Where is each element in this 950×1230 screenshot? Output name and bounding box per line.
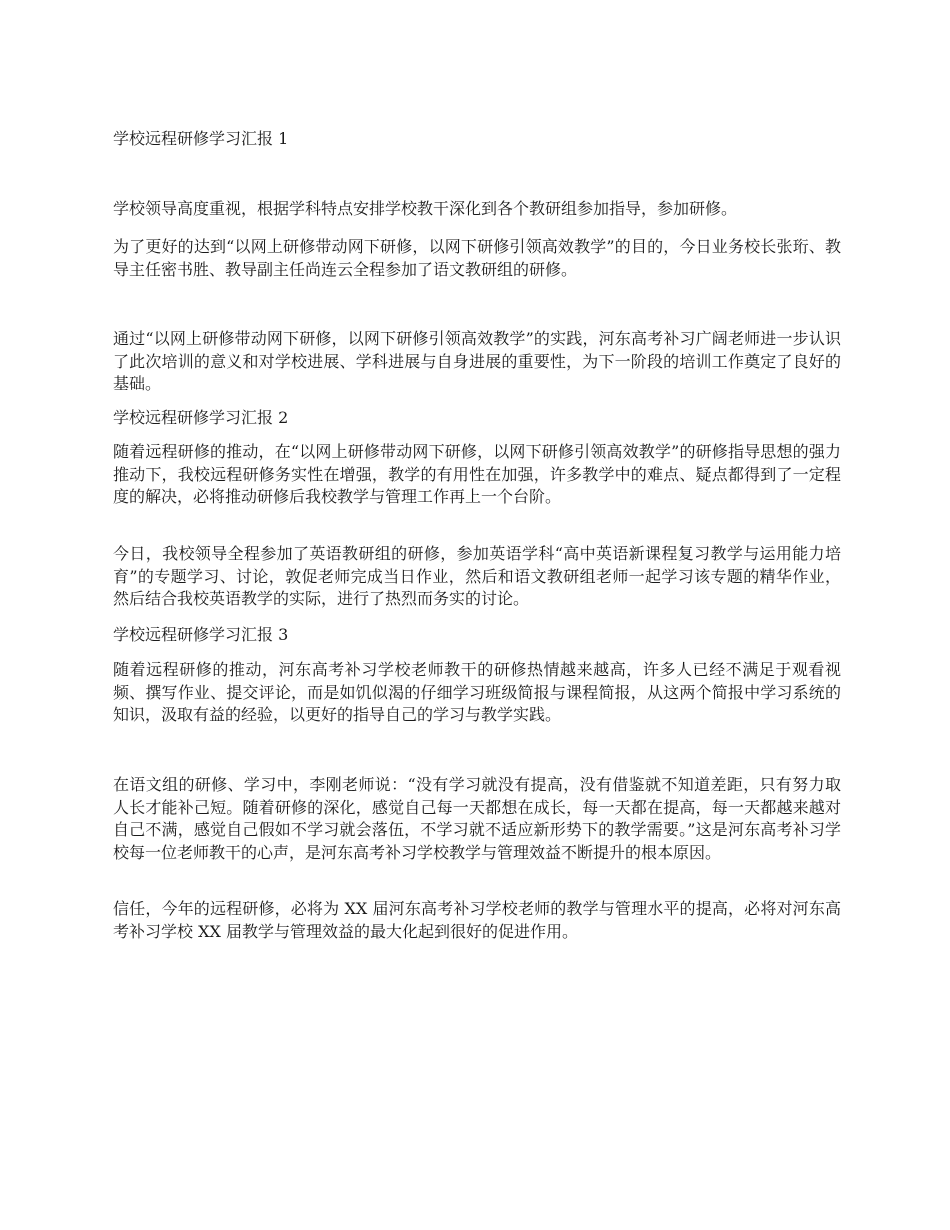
section-2-paragraph-1: 随着远程研修的推动，在“以网上研修带动网下研修，以网下研修引领高效教学”的研修指导思想的强力推动下，我校远程研修务实性在增强，教学的有用性在加强，许多教学中的难点、疑点都得到了一定程度的解决，必将推动研修后我校教学与管理工作再上一个台阶。 bbox=[113, 442, 841, 506]
section-1-paragraph-3: 通过“以网上研修带动网下研修，以网下研修引领高效教学”的实践，河东高考补习广阔老师进一步认识了此次培训的意义和对学校进展、学科进展与自身进展的重要性，为下一阶段的培训工作奠定了良好的基础。 bbox=[113, 329, 841, 393]
section-3-paragraph-2: 在语文组的研修、学习中，李刚老师说：“没有学习就没有提高，没有借鉴就不知道差距，只有努力取人长才能补己短。随着研修的深化，感觉自己每一天都想在成长，每一天都在提高，每一天都越来越对自己不满，感觉自己假如不学习就会落伍，不学习就不适应新形势下的教学需要。”这是河东高考补习学校每一位老师教干的心声，是河东高考补习学校教学与管理效益不断提升的根本原因。 bbox=[113, 775, 841, 862]
section-1-paragraph-1: 学校领导高度重视，根据学科特点安排学校教干深化到各个教研组参加指导，参加研修。 bbox=[113, 199, 738, 218]
section-1-paragraph-2: 为了更好的达到“以网上研修带动网下研修，以网下研修引领高效教学”的目的，今日业务校长张珩、教导主任密书胜、教导副主任尚连云全程参加了语文教研组的研修。 bbox=[113, 237, 841, 279]
section-2-paragraph-2: 今日，我校领导全程参加了英语教研组的研修，参加英语学科“高中英语新课程复习教学与运用能力培育”的专题学习、讨论，敦促老师完成当日作业，然后和语文教研组老师一起学习该专题的精华作业，然后结合我校英语教学的实际，进行了热烈而务实的讨论。 bbox=[113, 544, 841, 608]
section-1-title: 学校远程研修学习汇报 1 bbox=[113, 129, 289, 148]
section-3-title: 学校远程研修学习汇报 3 bbox=[113, 625, 289, 644]
section-3-paragraph-1: 随着远程研修的推动，河东高考补习学校老师教干的研修热情越来越高，许多人已经不满足于观看视频、撰写作业、提交评论，而是如饥似渴的仔细学习班级简报与课程简报，从这两个简报中学习系统的知识，汲取有益的经验，以更好的指导自己的学习与教学实践。 bbox=[113, 660, 841, 724]
section-2-title: 学校远程研修学习汇报 2 bbox=[113, 408, 289, 427]
section-3-paragraph-3: 信任，今年的远程研修，必将为 XX 届河东高考补习学校老师的教学与管理水平的提高，必将对河东高考补习学校 XX 届教学与管理效益的最大化起到很好的促进作用。 bbox=[113, 899, 841, 941]
